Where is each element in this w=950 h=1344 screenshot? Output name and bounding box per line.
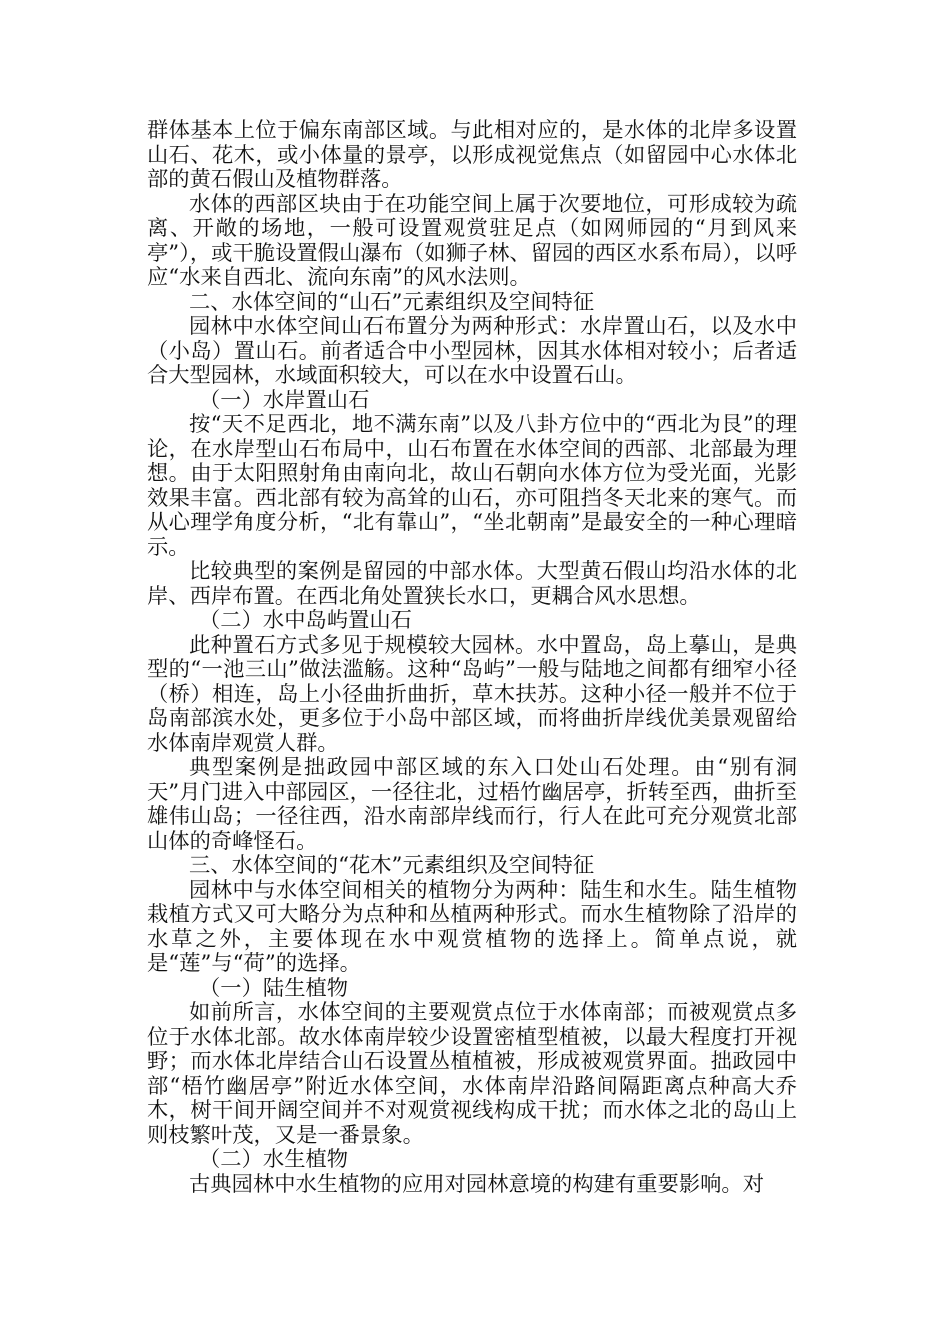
paragraph-zhuozhengyuan-case: 典型案例是拙政园中部区域的东入口处山石处理。由“别有洞天”月门进入中部园区，一径往北，过梧竹幽居亭，折转至西，曲折至雄伟山岛；一径往西，沿水南部岸线而行，行人在此可充分观赏北部山体的奇峰怪石。 <box>147 755 797 854</box>
section-heading-plants: 三、水体空间的“花木”元素组织及空间特征 <box>189 853 595 878</box>
document-body <box>147 119 797 1197</box>
section-heading-rocks: 二、水体空间的“山石”元素组织及空间特征 <box>189 289 595 315</box>
paragraph-west-water-area: 水体的西部区块由于在功能空间上属于次要地位，可形成较为疏离、开敞的场地，一般可设置观赏驻足点（如网师园的“月到风来亭”），或干脆设置假山瀑布（如狮子林、留园的西区水系布局），以呼应“水来自西北、流向东南”的风水法则。 <box>147 191 797 290</box>
paragraph-shore-rocks-theory: 按“天不足西北，地不满东南”以及八卦方位中的“西北为艮”的理论，在水岸型山石布局中，山石布置在水体空间的西部、北部最为理想。由于太阳照射角由南向北，故山石朝向水体方位为受光面，光影效果丰富。西北部有较为高耸的山石，亦可阻挡冬天北来的寒气。而从心理学角度分析，“北有靠山”，“坐北朝南”是最安全的一种心理暗示。 <box>147 412 797 560</box>
paragraph-plant-types: 园林中与水体空间相关的植物分为两种：陆生和水生。陆生植物栽植方式又可大略分为点种和丛植两种形式。而水生植物除了沿岸的水草之外，主要体现在水中观赏植物的选择上。简单点说，就是“莲”与“荷”的选择。 <box>147 877 797 976</box>
paragraph-land-plants: 如前所言，水体空间的主要观赏点位于水体南部；而被观赏点多位于水体北部。故水体南岸较少设置密植型植被，以最大程度打开视野；而水体北岸结合山石设置丛植植被，形成被观赏界面。拙政园中部“梧竹幽居亭”附近水体空间，水体南岸沿路间隔距离点种高大乔木，树干间开阔空间并不对观赏视线构成干扰；而水体之北的岛山上则枝繁叶茂，又是一番景象。 <box>147 1000 797 1148</box>
paragraph-aquatic-plants: 古典园林中水生植物的应用对园林意境的构建有重要影响。对 <box>189 1171 765 1197</box>
subheading-island-rocks: （二）水中岛屿置山石 <box>199 608 412 633</box>
paragraph-liuyuan-case: 比较典型的案例是留园的中部水体。大型黄石假山均沿水体的北岸、西岸布置。在西北角处置狭长水口，更耦合风水思想。 <box>147 559 797 609</box>
paragraph-rock-forms: 园林中水体空间山石布置分为两种形式：水岸置山石，以及水中（小岛）置山石。前者适合中小型园林，因其水体相对较小；后者适合大型园林，水域面积较大，可以在水中设置石山。 <box>147 314 797 388</box>
subheading-land-plants: （一）陆生植物 <box>199 975 349 1001</box>
subheading-aquatic-plants: （二）水生植物 <box>199 1147 349 1172</box>
paragraph-island-rocks: 此种置石方式多见于规模较大园林。水中置岛，岛上摹山，是典型的“一池三山”做法滥觞。这种“岛屿”一般与陆地之间都有细窄小径（桥）相连，岛上小径曲折曲折，草木扶苏。这种小径一般并不位于岛南部滨水处，更多位于小岛中部区域，而将曲折岸线优美景观留给水体南岸观赏人群。 <box>147 632 797 756</box>
paragraph-continuation: 群体基本上位于偏东南部区域。与此相对应的，是水体的北岸多设置山石、花木，或小体量的景亭，以形成视觉焦点（如留园中心水体北部的黄石假山及植物群落。 <box>147 118 797 192</box>
subheading-shore-rocks: （一）水岸置山石 <box>199 387 370 413</box>
